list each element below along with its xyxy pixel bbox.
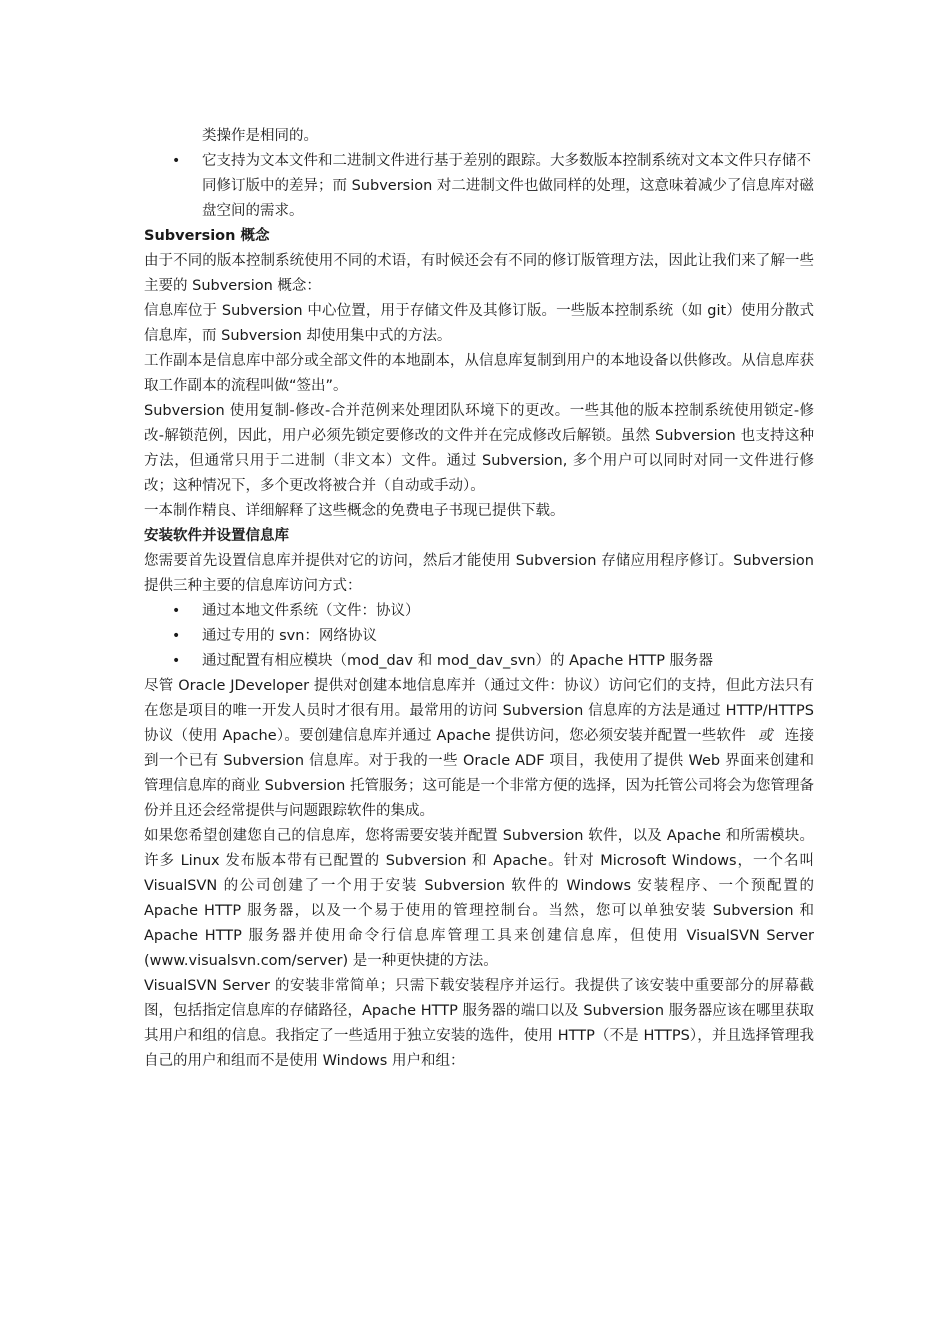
list-item-text: 通过配置有相应模块（mod_dav 和 mod_dav_svn）的 Apache HTTP 服务器	[202, 653, 714, 669]
bullet-icon: •	[172, 153, 181, 169]
list-item-text: 通过本地文件系统（文件：协议）	[202, 603, 420, 619]
access-methods-list	[144, 599, 814, 674]
paragraph: 如果您希望创建您自己的信息库，您将需要安装并配置 Subversion 软件，以及 Apache 和所需模块。许多 Linux 发布版本带有已配置的 Subversion 和 Apache。针对 Microsoft Windows，一个名叫 VisualSVN 的公司创建了一个用于安装 Subversion 软件的 Windows 安装程序、一个预配置的 Apache HTTP 服务器，以及一个易于使用的管理控制台。当然，您可以单独安装 Subversion 和 Apache HTTP 服务器并使用命令行信息库管理工具来创建信息库，但使用 VisualSVN Server (www.visualsvn.com/server) 是一种更快捷的方法。	[144, 828, 814, 969]
bullet-icon: •	[172, 628, 181, 644]
feature-list	[144, 149, 814, 224]
paragraph-text: 尽管 Oracle JDeveloper 提供对创建本地信息库并（通过文件：协议）访问它们的支持，但此方法只有在您是项目的唯一开发人员时才很有用。最常用的访问 Subversion 信息库的方法是通过 HTTP/HTTPS 协议（使用 Apache）。要创建信息库并通过 Apache 提供访问，您必须安装并配置一些软件	[144, 678, 814, 744]
list-item-text: 通过专用的 svn：网络协议	[202, 628, 377, 644]
list-item	[144, 149, 814, 224]
paragraph	[144, 674, 814, 824]
paragraph: VisualSVN Server 的安装非常简单；只需下载安装程序并运行。我提供了该安装中重要部分的屏幕截图，包括指定信息库的存储路径，Apache HTTP 服务器的端口以及 Subversion 服务器应该在哪里获取其用户和组的信息。我指定了一些适用于独立安装的选件，使用 HTTP（不是 HTTPS），并且选择管理我自己的用户和组而不是使用 Windows 用户和组：	[144, 978, 814, 1069]
list-item	[144, 624, 814, 649]
paragraph: 工作副本是信息库中部分或全部文件的本地副本，从信息库复制到用户的本地设备以供修改。从信息库获取工作副本的流程叫做“签出”。	[144, 353, 814, 394]
bullet-icon: •	[172, 603, 181, 619]
bullet-icon: •	[172, 653, 181, 669]
list-item-text: 它支持为文本文件和二进制文件进行基于差别的跟踪。大多数版本控制系统对文本文件只存储不同修订版中的差异；而 Subversion 对二进制文件也做同样的处理，这意味着减少了信息库对磁盘空间的需求。	[202, 153, 814, 219]
paragraph: 您需要首先设置信息库并提供对它的访问，然后才能使用 Subversion 存储应用程序修订。Subversion 提供三种主要的信息库访问方式：	[144, 553, 814, 594]
paragraph: 由于不同的版本控制系统使用不同的术语，有时候还会有不同的修订版管理方法，因此让我们来了解一些主要的 Subversion 概念：	[144, 253, 814, 294]
list-item	[144, 649, 814, 674]
paragraph: 信息库位于 Subversion 中心位置，用于存储文件及其修订版。一些版本控制系统（如 git）使用分散式信息库，而 Subversion 却使用集中式的方法。	[144, 303, 814, 344]
emphasis-text: 或	[758, 728, 773, 744]
section-heading-concepts: Subversion 概念	[144, 228, 270, 244]
paragraph-text: 连接到一个已有 Subversion 信息库。对于我的一些 Oracle ADF 项目，我使用了提供 Web 界面来创建和管理信息库的商业 Subversion 托管服务；这可能是一个非常方便的选择，因为托管公司将会为您管理备份并且还会经常提供与问题跟踪软件的集成。	[144, 728, 815, 819]
list-item	[144, 599, 814, 624]
section-heading-install: 安装软件并设置信息库	[144, 528, 289, 544]
paragraph: Subversion 使用复制-修改-合并范例来处理团队环境下的更改。一些其他的版本控制系统使用锁定-修改-解锁范例，因此，用户必须先锁定要修改的文件并在完成修改后解锁。虽然 Subversion 也支持这种方法，但通常只用于二进制（非文本）文件。通过 Subversion, 多个用户可以同时对同一文件进行修改；这种情况下，多个更改将被合并（自动或手动）。	[144, 403, 814, 494]
document-body	[144, 124, 814, 1074]
paragraph: 一本制作精良、详细解释了这些概念的免费电子书现已提供下载。	[144, 503, 565, 519]
list-item-continuation: 类操作是相同的。	[202, 128, 318, 144]
